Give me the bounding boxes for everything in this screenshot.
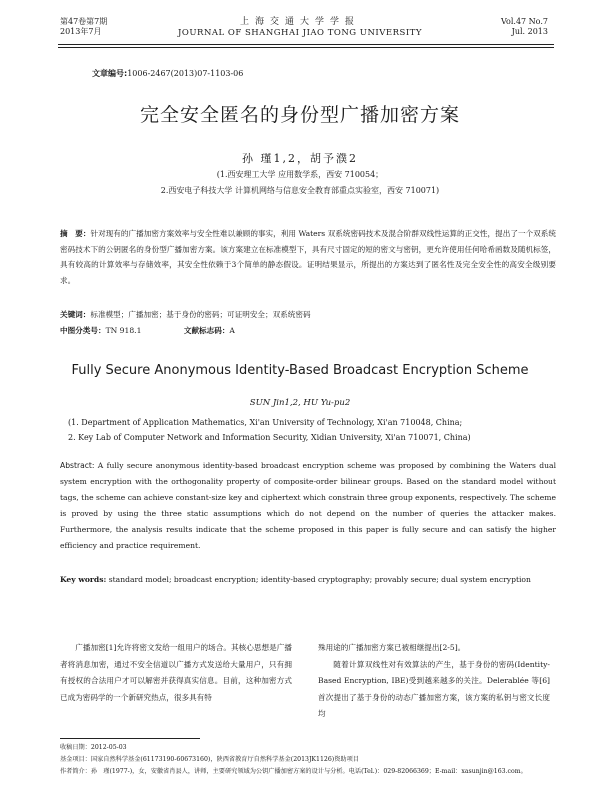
- article-number-label: 文章编号:: [92, 69, 128, 78]
- paper-title-en: Fully Secure Anonymous Identity-Based Broadcast Encryption Scheme: [71, 363, 529, 378]
- affiliation-cn-2: 2.西安电子科技大学 计算机网络与信息安全教育部重点实验室，西安 710071): [160, 186, 440, 195]
- header-rule-thin: [58, 47, 554, 48]
- affiliation-cn-1: (1.西安理工大学 应用数学系，西安 710054；: [216, 170, 384, 179]
- authors-cn: 孙 瑾1,2，胡予濮2: [242, 152, 358, 165]
- article-number: [92, 68, 243, 79]
- abstract-en: [60, 458, 556, 554]
- abstract-cn: [60, 226, 556, 288]
- keywords-en-label: Key words:: [60, 575, 107, 584]
- keywords-cn-label: 关键词：: [60, 310, 91, 319]
- doc-code-label: 文献标志码：: [183, 326, 230, 335]
- article-number-value: 1006-2467(2013)07-1103-06: [127, 69, 244, 78]
- paper-title-cn: 完全安全匿名的身份型广播加密方案: [139, 104, 460, 126]
- header-rule: [58, 44, 554, 45]
- header-volume-en: Vol.47 No.7: [501, 17, 548, 26]
- doc-code-value: A: [229, 326, 235, 335]
- classification-value: TN 918.1: [105, 326, 142, 335]
- classification-label: 中图分类号：: [60, 326, 106, 335]
- footnote-rule: [60, 738, 200, 739]
- journal-name-cn: 上海交通大学学报: [239, 17, 360, 27]
- footnote-funding: 基金项目：国家自然科学基金(61173190-60673160)，陕西省教育厅自然科学基金(2013JK1126)资助项目: [60, 756, 359, 763]
- abstract-cn-text: 针对现有的广播加密方案效率与安全性难以兼顾的事实，利用 Waters 双系统密码技术及混合阶群双线性运算的正交性，提出了一个双系统密码技术下的公钥匿名的身份型广播加密方案。该方案建立在标准模型下，具有尺寸固定的短的密文与密钥，更允许使用任何哈希函数及随机标签，具有较高的计算效率与存储效率，其安全性依赖于3个简单的静态假设。证明结果显示，所提出的方案达到了匿名性及完全安全性的高安全级别要求。: [60, 229, 556, 285]
- footnote-received: 收稿日期：2012-05-03: [60, 744, 127, 751]
- body-column-left: [60, 640, 292, 706]
- abstract-cn-label: 摘 要：: [60, 229, 91, 238]
- body-paragraph: 随着计算双线性对有效算法的产生，基于身份的密码(Identity-Based Encryption, IBE)受到越来越多的关注。Delerablée 等[6]首次提出了基于身份的动态广播加密方案，该方案的私钥与密文长度均: [318, 659, 550, 718]
- affiliation-en-2: 2. Key Lab of Computer Network and Information Security, Xidian University, Xi'an 710071, China): [68, 433, 471, 442]
- keywords-en: [60, 572, 556, 588]
- affiliation-en-1: (1. Department of Application Mathematics, Xi'an University of Technology, Xi'an 710048, China;: [68, 418, 463, 427]
- body-paragraph: 广播加密[1]允许将密文发给一组用户的场合。其核心思想是广播者将消息加密，通过不安全信道以广播方式发送给大量用户，只有拥有授权的合法用户才可以解密并获得真实信息。目前，这种加密方式已成为密码学的一个新研究热点，很多具有特: [60, 643, 292, 702]
- abstract-en-text: A fully secure anonymous identity-based broadcast encryption scheme was proposed by combining the Waters dual system encryption with the orthogonality property of composite-order bilinear groups. Based on the standard model without tags, the scheme can achieve constant-size key and ciphertext which constrain three group exponents, respectively. The scheme is proved by using the three static assumptions which do not depend on the number of queries the attacker makes. Furthermore, the analysis results indicate that the scheme proposed in this paper is fully secure and can satisfy the higher efficiency and practice requirement.: [60, 461, 556, 550]
- header-date-cn: 2013年7月: [60, 27, 102, 36]
- keywords-cn-text: 标准模型；广播加密；基于身份的密码；可证明安全；双系统密码: [90, 310, 311, 319]
- body-column-right: [318, 640, 550, 723]
- journal-name-en: JOURNAL OF SHANGHAI JIAO TONG UNIVERSITY: [178, 28, 422, 38]
- keywords-cn: [60, 309, 556, 321]
- footnote-author-bio: 作者简介：孙 瑾(1977-)，女，安徽省肖县人，讲师，主要研究领域为公钥广播加密方案的设计与分析。电话(Tel.)：029-82066369；E-mail：xasunjin@163.com。: [60, 768, 527, 775]
- classification-line: [60, 325, 556, 337]
- authors-en: SUN Jin1,2, HU Yu-pu2: [249, 398, 351, 408]
- abstract-en-label: Abstract:: [60, 461, 95, 470]
- header-volume: 第47卷第7期: [60, 17, 108, 26]
- header-date-en: Jul. 2013: [511, 27, 548, 36]
- header-volume-info-en: [501, 17, 548, 37]
- body-paragraph: 殊用途的广播加密方案已被相继提出[2-5]。: [318, 643, 466, 652]
- keywords-en-text: standard model; broadcast encryption; identity-based cryptography; provably secure; dual system encryption: [108, 575, 531, 584]
